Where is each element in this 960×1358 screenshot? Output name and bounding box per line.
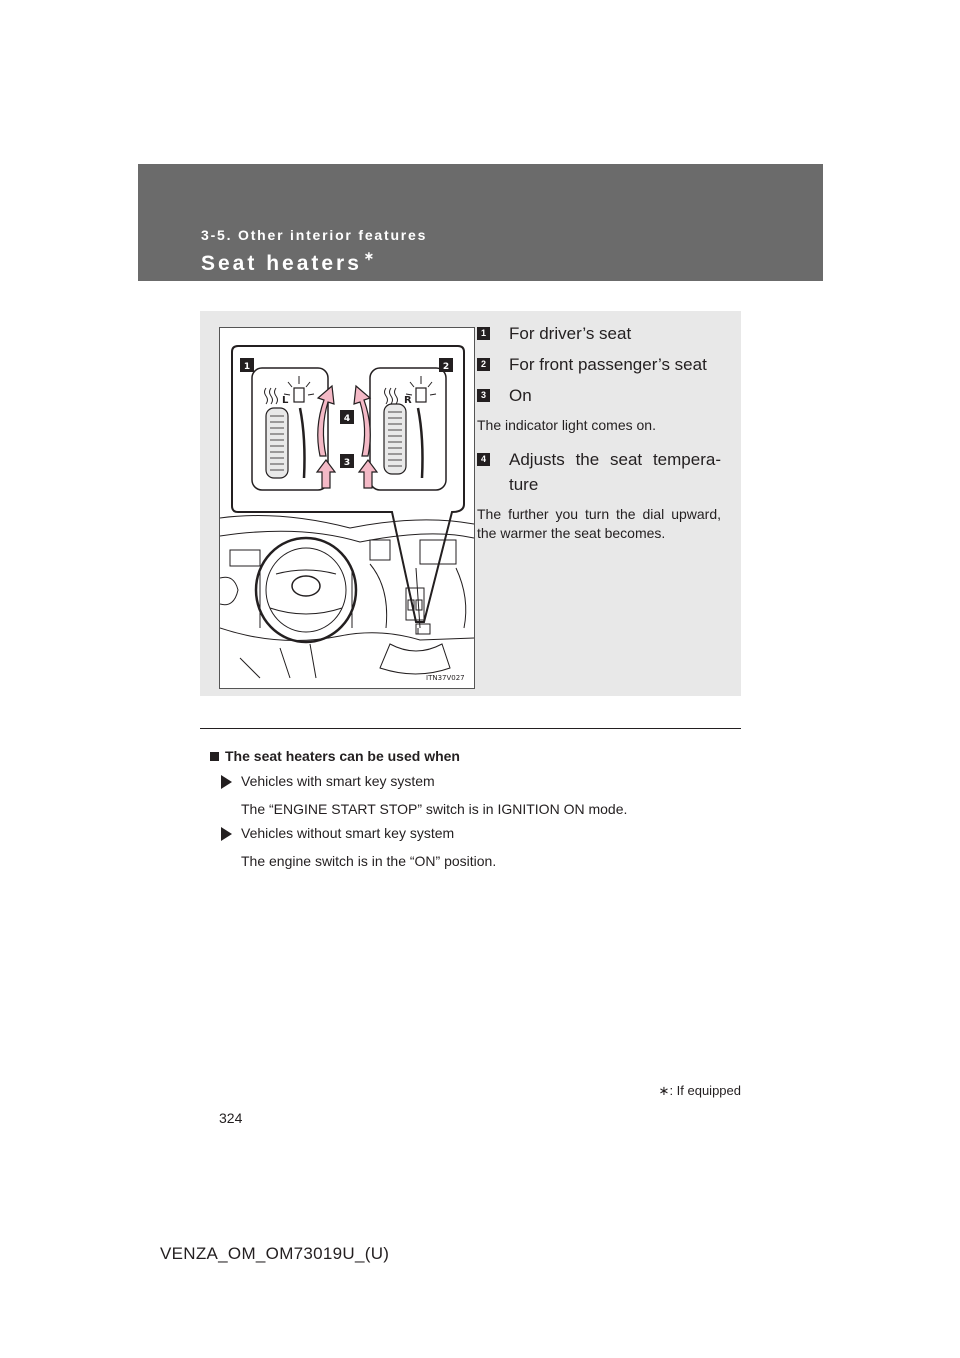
- seat-heater-illustration: [219, 327, 475, 689]
- svg-text:4: 4: [343, 414, 351, 424]
- svg-text:2: 2: [442, 362, 450, 372]
- svg-text:R: R: [404, 395, 412, 406]
- figure-code: ITN37V027: [426, 674, 465, 682]
- equipped-mark: ∗: [363, 249, 374, 263]
- legend-description: The further you turn the dial upward, the warmer the seat becomes.: [477, 506, 721, 541]
- note-heading: [210, 748, 460, 764]
- page-number: 324: [219, 1110, 243, 1126]
- dashboard-drawing: [220, 516, 474, 678]
- square-bullet-icon: [210, 752, 219, 761]
- page-title-text: Seat heaters: [201, 252, 362, 275]
- note-item-heading: Vehicles without smart key system: [241, 825, 455, 841]
- illustration-panel: [200, 311, 741, 696]
- triangle-bullet-icon: [221, 827, 232, 841]
- legend-label: Adjusts the seat tempera-ture: [509, 450, 721, 494]
- legend-label: On: [509, 386, 532, 405]
- note-item-heading: Vehicles with smart key system: [241, 773, 435, 789]
- legend-list: [477, 321, 721, 555]
- footnote: [659, 1083, 741, 1099]
- footnote-mark: ∗: [658, 1083, 670, 1098]
- legend-number: 2: [477, 358, 490, 371]
- svg-text:1: 1: [243, 362, 251, 372]
- svg-text:L: L: [282, 395, 289, 406]
- legend-item: [477, 321, 721, 346]
- page-title: [201, 249, 374, 276]
- document-code: VENZA_OM_OM73019U_(U): [160, 1244, 390, 1263]
- chapter-header: [138, 164, 823, 281]
- legend-item: [477, 352, 721, 377]
- illustration-svg: [220, 328, 474, 688]
- legend-label: For driver’s seat: [509, 324, 632, 343]
- legend-item: [477, 383, 721, 408]
- legend-number: 3: [477, 389, 490, 402]
- note-item-text: The engine switch is in the “ON” position.: [241, 853, 497, 869]
- section-label: 3-5. Other interior features: [201, 227, 428, 243]
- footnote-text: : If equipped: [669, 1083, 741, 1098]
- triangle-bullet-icon: [221, 775, 232, 789]
- legend-description: The indicator light comes on.: [477, 417, 656, 433]
- legend-number: 4: [477, 453, 490, 466]
- note-heading-text: The seat heaters can be used when: [225, 748, 460, 764]
- svg-text:3: 3: [343, 458, 351, 468]
- legend-label: For front passenger’s seat: [509, 355, 707, 374]
- note-item-text: The “ENGINE START STOP” switch is in IGNITION ON mode.: [241, 801, 628, 817]
- legend-number: 1: [477, 327, 490, 340]
- section-divider: [200, 728, 741, 729]
- legend-item: [477, 447, 721, 497]
